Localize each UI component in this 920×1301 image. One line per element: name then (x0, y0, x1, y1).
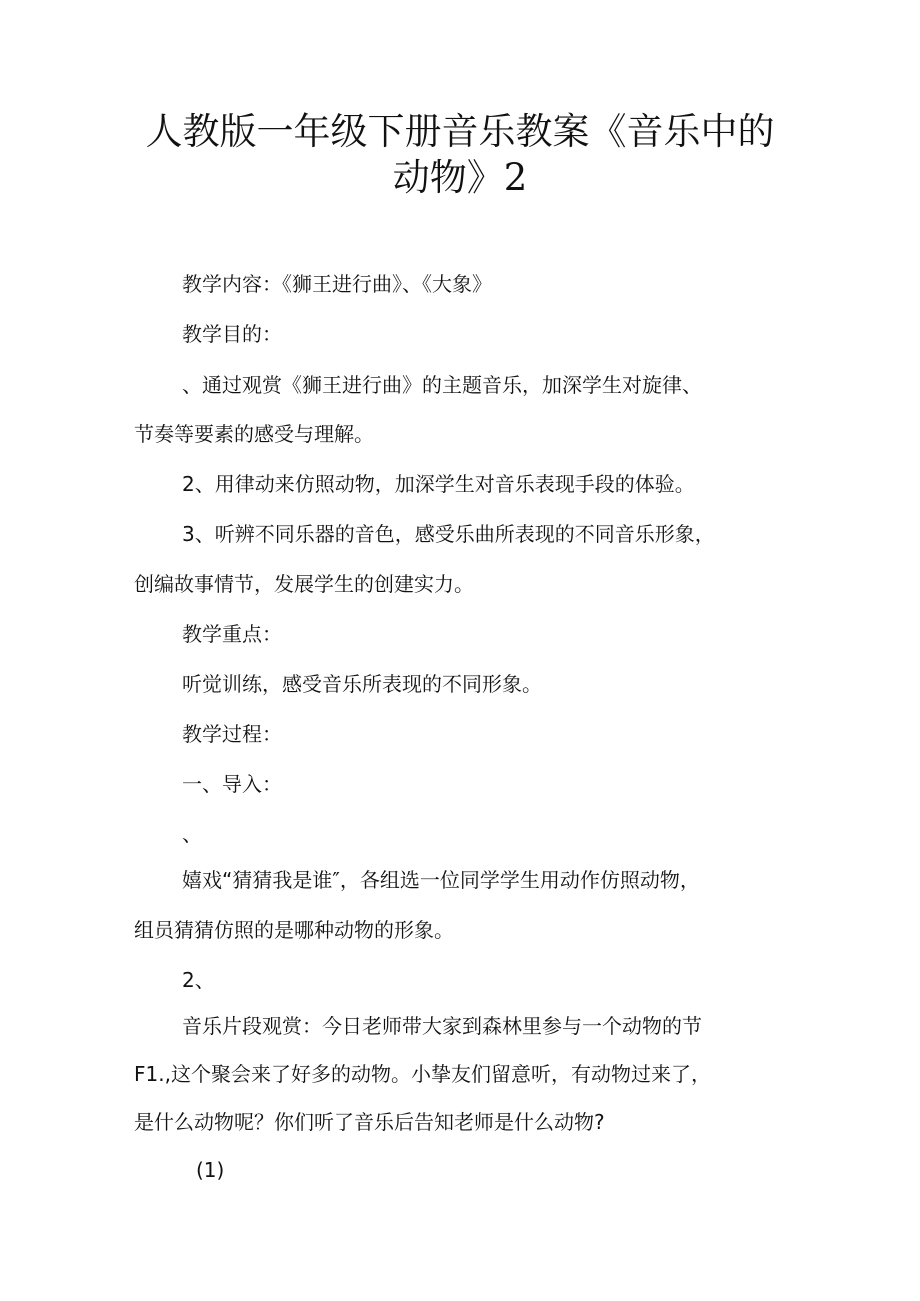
game-line-1: 嬉戏“猜猜我是谁″，各组选一位同学学生用动作仿照动物， (182, 868, 700, 892)
key-points-text: 听觉训练，感受音乐所表现的不同形象。 (182, 672, 542, 696)
teaching-content: 教学内容：《狮王进行曲》、《大象》 (182, 272, 492, 296)
key-points-heading: 教学重点： (182, 622, 282, 646)
teaching-objectives-heading: 教学目的： (182, 322, 282, 346)
item-1-marker: 、 (182, 822, 202, 846)
section-1-heading: 一、导入： (182, 772, 282, 796)
objective-3-line-2: 创编故事情节，发展学生的创建实力。 (134, 572, 474, 596)
listening-line-3: 是什么动物呢？你们听了音乐后告知老师是什么动物? (134, 1110, 605, 1134)
objective-1-line-2: 节奏等要素的感受与理解。 (134, 422, 374, 446)
document-title-line-1: 人教版一年级下册音乐教案《音乐中的 (145, 110, 775, 153)
teaching-process-heading: 教学过程： (182, 722, 282, 746)
game-line-2: 组员猜猜仿照的是哪种动物的形象。 (134, 918, 454, 942)
listening-line-2: F1.,这个聚会来了好多的动物。小挚友们留意听，有动物过来了， (134, 1062, 711, 1086)
document-title-line-2: 动物》2 (392, 156, 528, 199)
listening-line-1: 音乐片段观赏：今日老师带大家到森林里参与一个动物的节 (182, 1014, 702, 1038)
subitem-1-marker: (1) (196, 1158, 225, 1182)
objective-2: 2、用律动来仿照动物，加深学生对音乐表现手段的体验。 (182, 472, 695, 496)
objective-1-line-1: 、通过观赏《狮王进行曲》的主题音乐，加深学生对旋律、 (182, 373, 702, 397)
objective-3-line-1: 3、听辨不同乐器的音色，感受乐曲所表现的不同音乐形象， (182, 522, 715, 546)
item-2-marker: 2、 (182, 968, 215, 992)
